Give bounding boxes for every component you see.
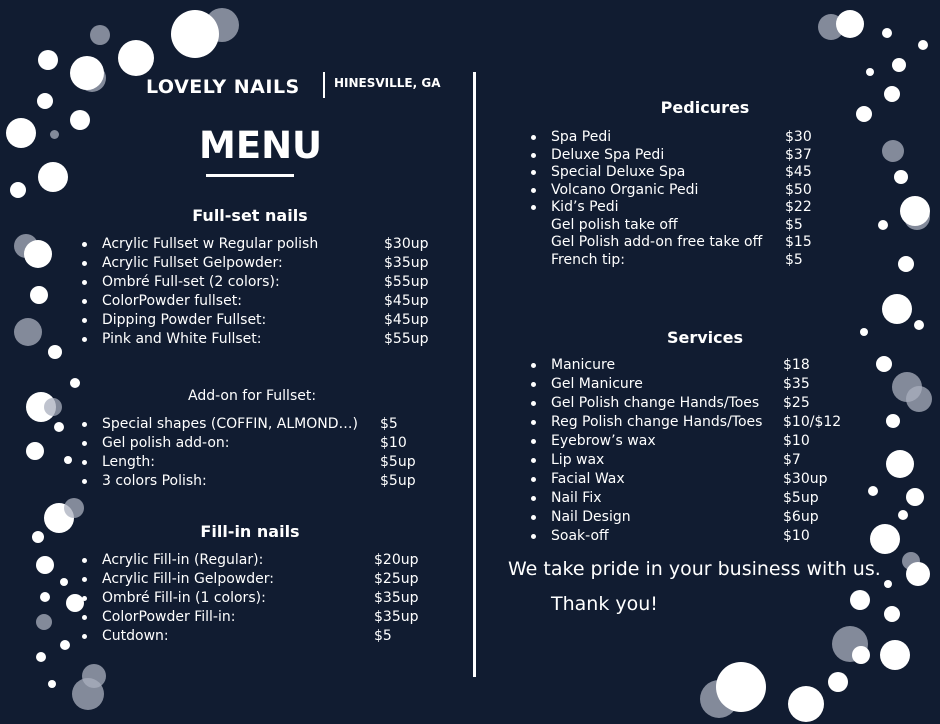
- item-name: Nail Fix: [551, 490, 602, 506]
- item-price: $15: [785, 234, 812, 250]
- item-name: ColorPowder Fill-in:: [102, 609, 236, 625]
- item-name: Facial Wax: [551, 471, 625, 487]
- item-price: $5: [785, 251, 803, 268]
- menu-item: [102, 331, 429, 350]
- bullet-icon: [531, 135, 536, 140]
- item-name: Reg Polish change Hands/Toes: [551, 414, 763, 430]
- bullet-icon: [531, 205, 536, 210]
- menu-item: [102, 293, 429, 312]
- item-price: $20up: [374, 552, 419, 568]
- full-set-list: [102, 236, 429, 350]
- menu-item: [102, 609, 419, 628]
- item-name: Eyebrow’s wax: [551, 433, 656, 449]
- bullet-icon: [531, 458, 536, 463]
- item-name: Special shapes (COFFIN, ALMOND…): [102, 416, 358, 432]
- item-name: Acrylic Fullset Gelpowder:: [102, 255, 283, 271]
- item-name: Deluxe Spa Pedi: [551, 146, 665, 163]
- item-price: $50: [785, 181, 812, 198]
- services-heading: Services: [666, 328, 744, 347]
- item-price: $30up: [783, 471, 828, 487]
- bullet-icon: [82, 558, 87, 563]
- bullet-icon: [82, 280, 87, 285]
- bullet-icon: [82, 596, 87, 601]
- item-price: $30up: [384, 236, 429, 252]
- menu-item: [551, 129, 812, 147]
- menu-item: [102, 473, 416, 492]
- menu-item: [551, 490, 819, 509]
- item-price: $30: [785, 129, 812, 145]
- item-price: $5: [785, 216, 803, 233]
- add-on-heading: Add-on for Fullset:: [188, 388, 317, 404]
- bullet-icon: [531, 420, 536, 425]
- item-name: Pink and White Fullset:: [102, 331, 262, 347]
- item-name: Spa Pedi: [551, 129, 612, 145]
- menu-item: [102, 590, 419, 609]
- header-separator: [323, 72, 325, 98]
- item-price: $10: [783, 433, 810, 449]
- item-name: 3 colors Polish:: [102, 473, 207, 489]
- menu-item: [551, 251, 803, 270]
- bullet-icon: [82, 299, 87, 304]
- bullet-icon: [531, 534, 536, 539]
- menu-item: [102, 255, 429, 274]
- bullet-icon: [82, 422, 87, 427]
- menu-item: [102, 571, 419, 590]
- bullet-icon: [82, 242, 87, 247]
- item-price: $55up: [384, 274, 429, 290]
- item-price: $5: [380, 416, 398, 432]
- item-price: $25up: [374, 571, 419, 587]
- bullet-icon: [531, 401, 536, 406]
- column-divider: [473, 72, 476, 677]
- menu-item: [102, 552, 419, 571]
- menu-item: [551, 164, 812, 182]
- menu-item: [102, 312, 429, 331]
- bullet-icon: [82, 634, 87, 639]
- item-price: $45up: [384, 312, 429, 328]
- menu-item: [551, 146, 812, 165]
- menu-title: MENU: [199, 124, 323, 167]
- item-price: $35up: [374, 590, 419, 606]
- item-price: $10: [783, 528, 810, 544]
- fill-in-heading: Fill-in nails: [200, 522, 300, 541]
- item-price: $10: [380, 435, 407, 451]
- menu-item: [551, 471, 828, 490]
- item-name: Ombré Fill-in (1 colors):: [102, 590, 266, 606]
- menu-item: [551, 376, 810, 395]
- business-location: HINESVILLE, GA: [334, 76, 441, 90]
- item-price: $5: [374, 628, 392, 644]
- business-name: LOVELY NAILS: [146, 76, 300, 98]
- bullet-icon: [82, 441, 87, 446]
- add-on-list: [102, 416, 416, 492]
- item-name: Nail Design: [551, 509, 631, 525]
- item-price: $35up: [384, 255, 429, 271]
- menu-item: [102, 416, 398, 435]
- bullet-icon: [82, 337, 87, 342]
- closing-message: We take pride in your business with us.: [508, 558, 881, 580]
- menu-item: [551, 414, 842, 433]
- item-name: Special Deluxe Spa: [551, 164, 686, 180]
- bullet-icon: [531, 382, 536, 387]
- item-price: $45: [785, 164, 812, 180]
- menu-item: [551, 181, 812, 200]
- pedicures-list: [551, 129, 812, 269]
- menu-item: [551, 528, 810, 547]
- services-list: [551, 357, 842, 547]
- item-price: $5up: [380, 473, 416, 489]
- item-name: Ombré Full-set (2 colors):: [102, 274, 280, 290]
- item-name: Gel Manicure: [551, 376, 643, 392]
- item-price: $22: [785, 199, 812, 215]
- menu-item: [551, 357, 810, 376]
- item-name: Lip wax: [551, 452, 605, 468]
- bullet-icon: [82, 261, 87, 266]
- thank-you-message: Thank you!: [551, 593, 658, 615]
- bullet-icon: [82, 615, 87, 620]
- bullet-icon: [82, 479, 87, 484]
- menu-item: [551, 199, 812, 217]
- item-price: $25: [783, 395, 810, 411]
- bullet-icon: [531, 363, 536, 368]
- bullet-icon: [531, 496, 536, 501]
- bullet-icon: [82, 318, 87, 323]
- item-name: Gel polish take off: [551, 216, 678, 233]
- item-name: ColorPowder fullset:: [102, 293, 242, 309]
- bullet-icon: [82, 577, 87, 582]
- bullet-icon: [531, 188, 536, 193]
- pedicures-heading: Pedicures: [660, 98, 750, 117]
- item-name: Soak-off: [551, 528, 609, 544]
- item-price: $35: [783, 376, 810, 392]
- item-price: $5up: [783, 490, 819, 506]
- menu-item: [102, 236, 429, 255]
- menu-item: [551, 234, 812, 252]
- item-price: $6up: [783, 509, 819, 525]
- item-price: $37: [785, 146, 812, 163]
- item-price: $10/$12: [783, 414, 842, 430]
- item-name: Gel polish add-on:: [102, 435, 230, 451]
- bullet-icon: [531, 153, 536, 158]
- item-price: $5up: [380, 454, 416, 470]
- item-name: Acrylic Fill-in Gelpowder:: [102, 571, 274, 587]
- bullet-icon: [82, 460, 87, 465]
- item-name: Dipping Powder Fullset:: [102, 312, 267, 328]
- menu-item: [102, 454, 416, 473]
- item-name: Length:: [102, 454, 156, 470]
- bullet-icon: [531, 477, 536, 482]
- menu-item: [551, 216, 803, 235]
- menu-item: [102, 435, 407, 454]
- item-price: $45up: [384, 293, 429, 309]
- menu-item: [551, 509, 819, 528]
- item-name: Acrylic Fullset w Regular polish: [102, 236, 319, 252]
- item-price: $35up: [374, 609, 419, 625]
- menu-item: [551, 395, 810, 414]
- item-name: Manicure: [551, 357, 616, 373]
- bullet-icon: [531, 170, 536, 175]
- item-name: Kid’s Pedi: [551, 199, 619, 215]
- bullet-icon: [531, 515, 536, 520]
- item-price: $18: [783, 357, 810, 373]
- menu-item: [102, 628, 392, 647]
- menu-title-underline: [206, 174, 294, 177]
- item-price: $55up: [384, 331, 429, 347]
- menu-item: [551, 433, 810, 452]
- item-price: $7: [783, 452, 801, 468]
- item-name: Cutdown:: [102, 628, 169, 644]
- menu-item: [551, 452, 801, 471]
- item-name: Gel Polish add-on free take off: [551, 234, 763, 250]
- item-name: French tip:: [551, 251, 625, 268]
- menu-item: [102, 274, 429, 293]
- full-set-heading: Full-set nails: [192, 206, 308, 225]
- bullet-icon: [531, 439, 536, 444]
- fill-in-list: [102, 552, 419, 647]
- item-name: Gel Polish change Hands/Toes: [551, 395, 760, 411]
- item-name: Acrylic Fill-in (Regular):: [102, 552, 264, 568]
- item-name: Volcano Organic Pedi: [551, 181, 699, 198]
